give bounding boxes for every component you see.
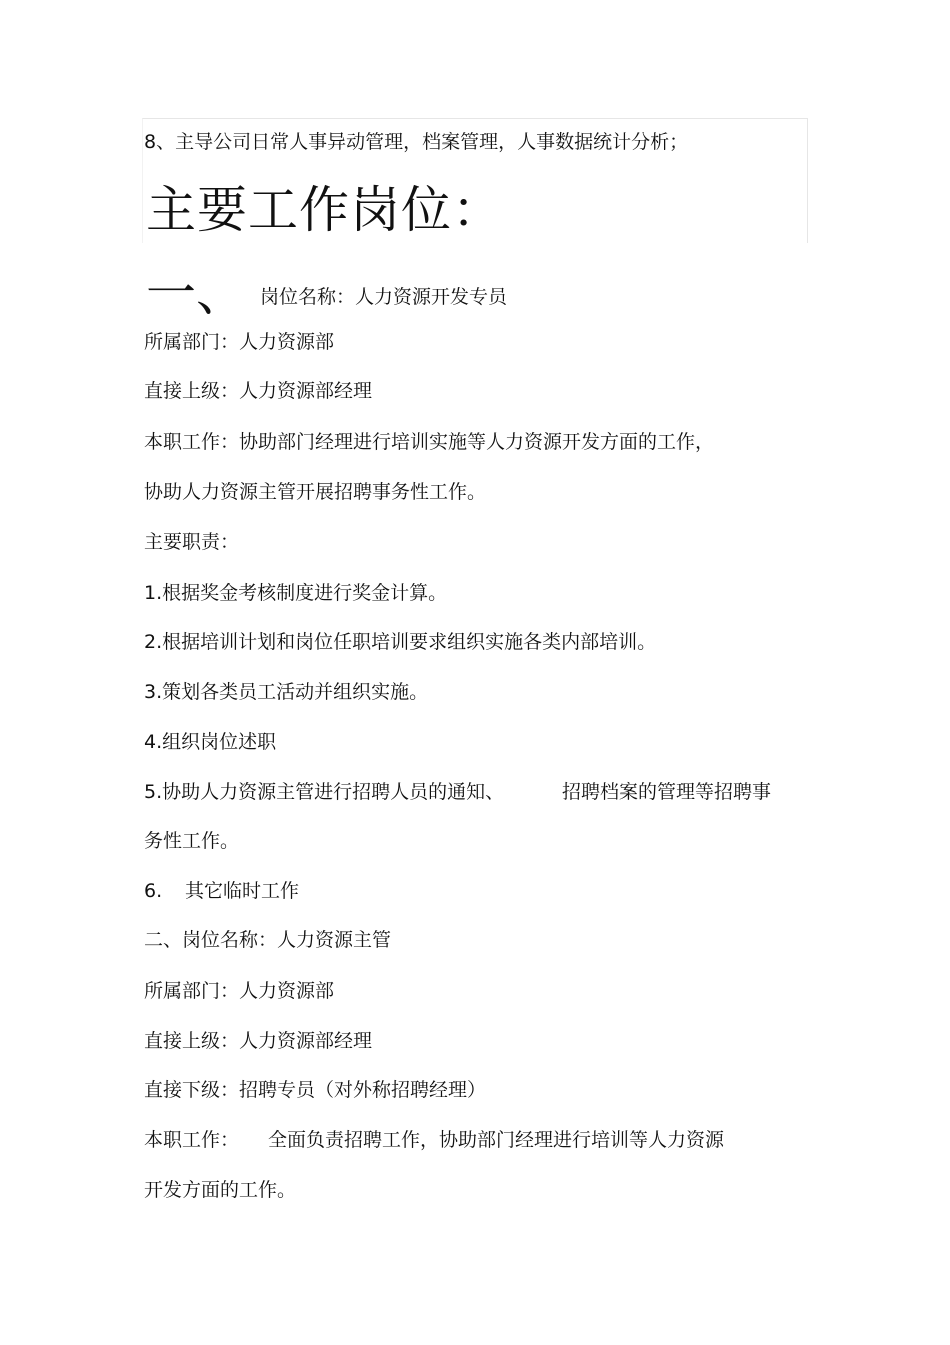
job1-item-6-text: 其它临时工作 [185,880,300,902]
job2-department: 所属部门：人力资源部 [144,980,335,1002]
job1-item-6-number: 6. [144,880,163,902]
job1-duty-line2: 协助人力资源主管开展招聘事务性工作。 [144,481,487,503]
job2-superior: 直接上级：人力资源部经理 [144,1030,373,1052]
job1-item-3: 3.策划各类员工活动并组织实施。 [144,681,429,703]
job1-number: 一、 [146,264,246,322]
job2-duty-label: 本职工作： [144,1129,240,1151]
job1-item-2: 2.根据培训计划和岗位任职培训要求组织实施各类内部培训。 [144,631,657,653]
job2-duty-line2: 开发方面的工作。 [144,1179,297,1201]
section-title: 主要工作岗位： [146,181,503,239]
intro-item-8: 8、主导公司日常人事异动管理，档案管理，人事数据统计分析； [144,131,689,153]
job1-superior: 直接上级：人力资源部经理 [144,380,373,402]
job2-title: 二、岗位名称：人力资源主管 [144,929,392,951]
job1-department: 所属部门：人力资源部 [144,331,335,353]
job1-item-5-part3: 务性工作。 [144,830,240,852]
job1-duty-line1: 本职工作：协助部门经理进行培训实施等人力资源开发方面的工作， [144,431,715,453]
job1-item-1: 1.根据奖金考核制度进行奖金计算。 [144,582,448,604]
job1-title: 岗位名称：人力资源开发专员 [260,286,508,308]
job1-item-5-part1: 5.协助人力资源主管进行招聘人员的通知、 [144,781,505,803]
job2-duty-line1: 全面负责招聘工作，协助部门经理进行培训等人力资源 [268,1129,725,1151]
job1-responsibilities-label: 主要职责： [144,531,240,553]
job1-item-5-part2: 招聘档案的管理等招聘事 [562,781,772,803]
job2-subordinate: 直接下级：招聘专员（对外称招聘经理） [144,1079,487,1101]
job1-item-4: 4.组织岗位述职 [144,731,277,753]
